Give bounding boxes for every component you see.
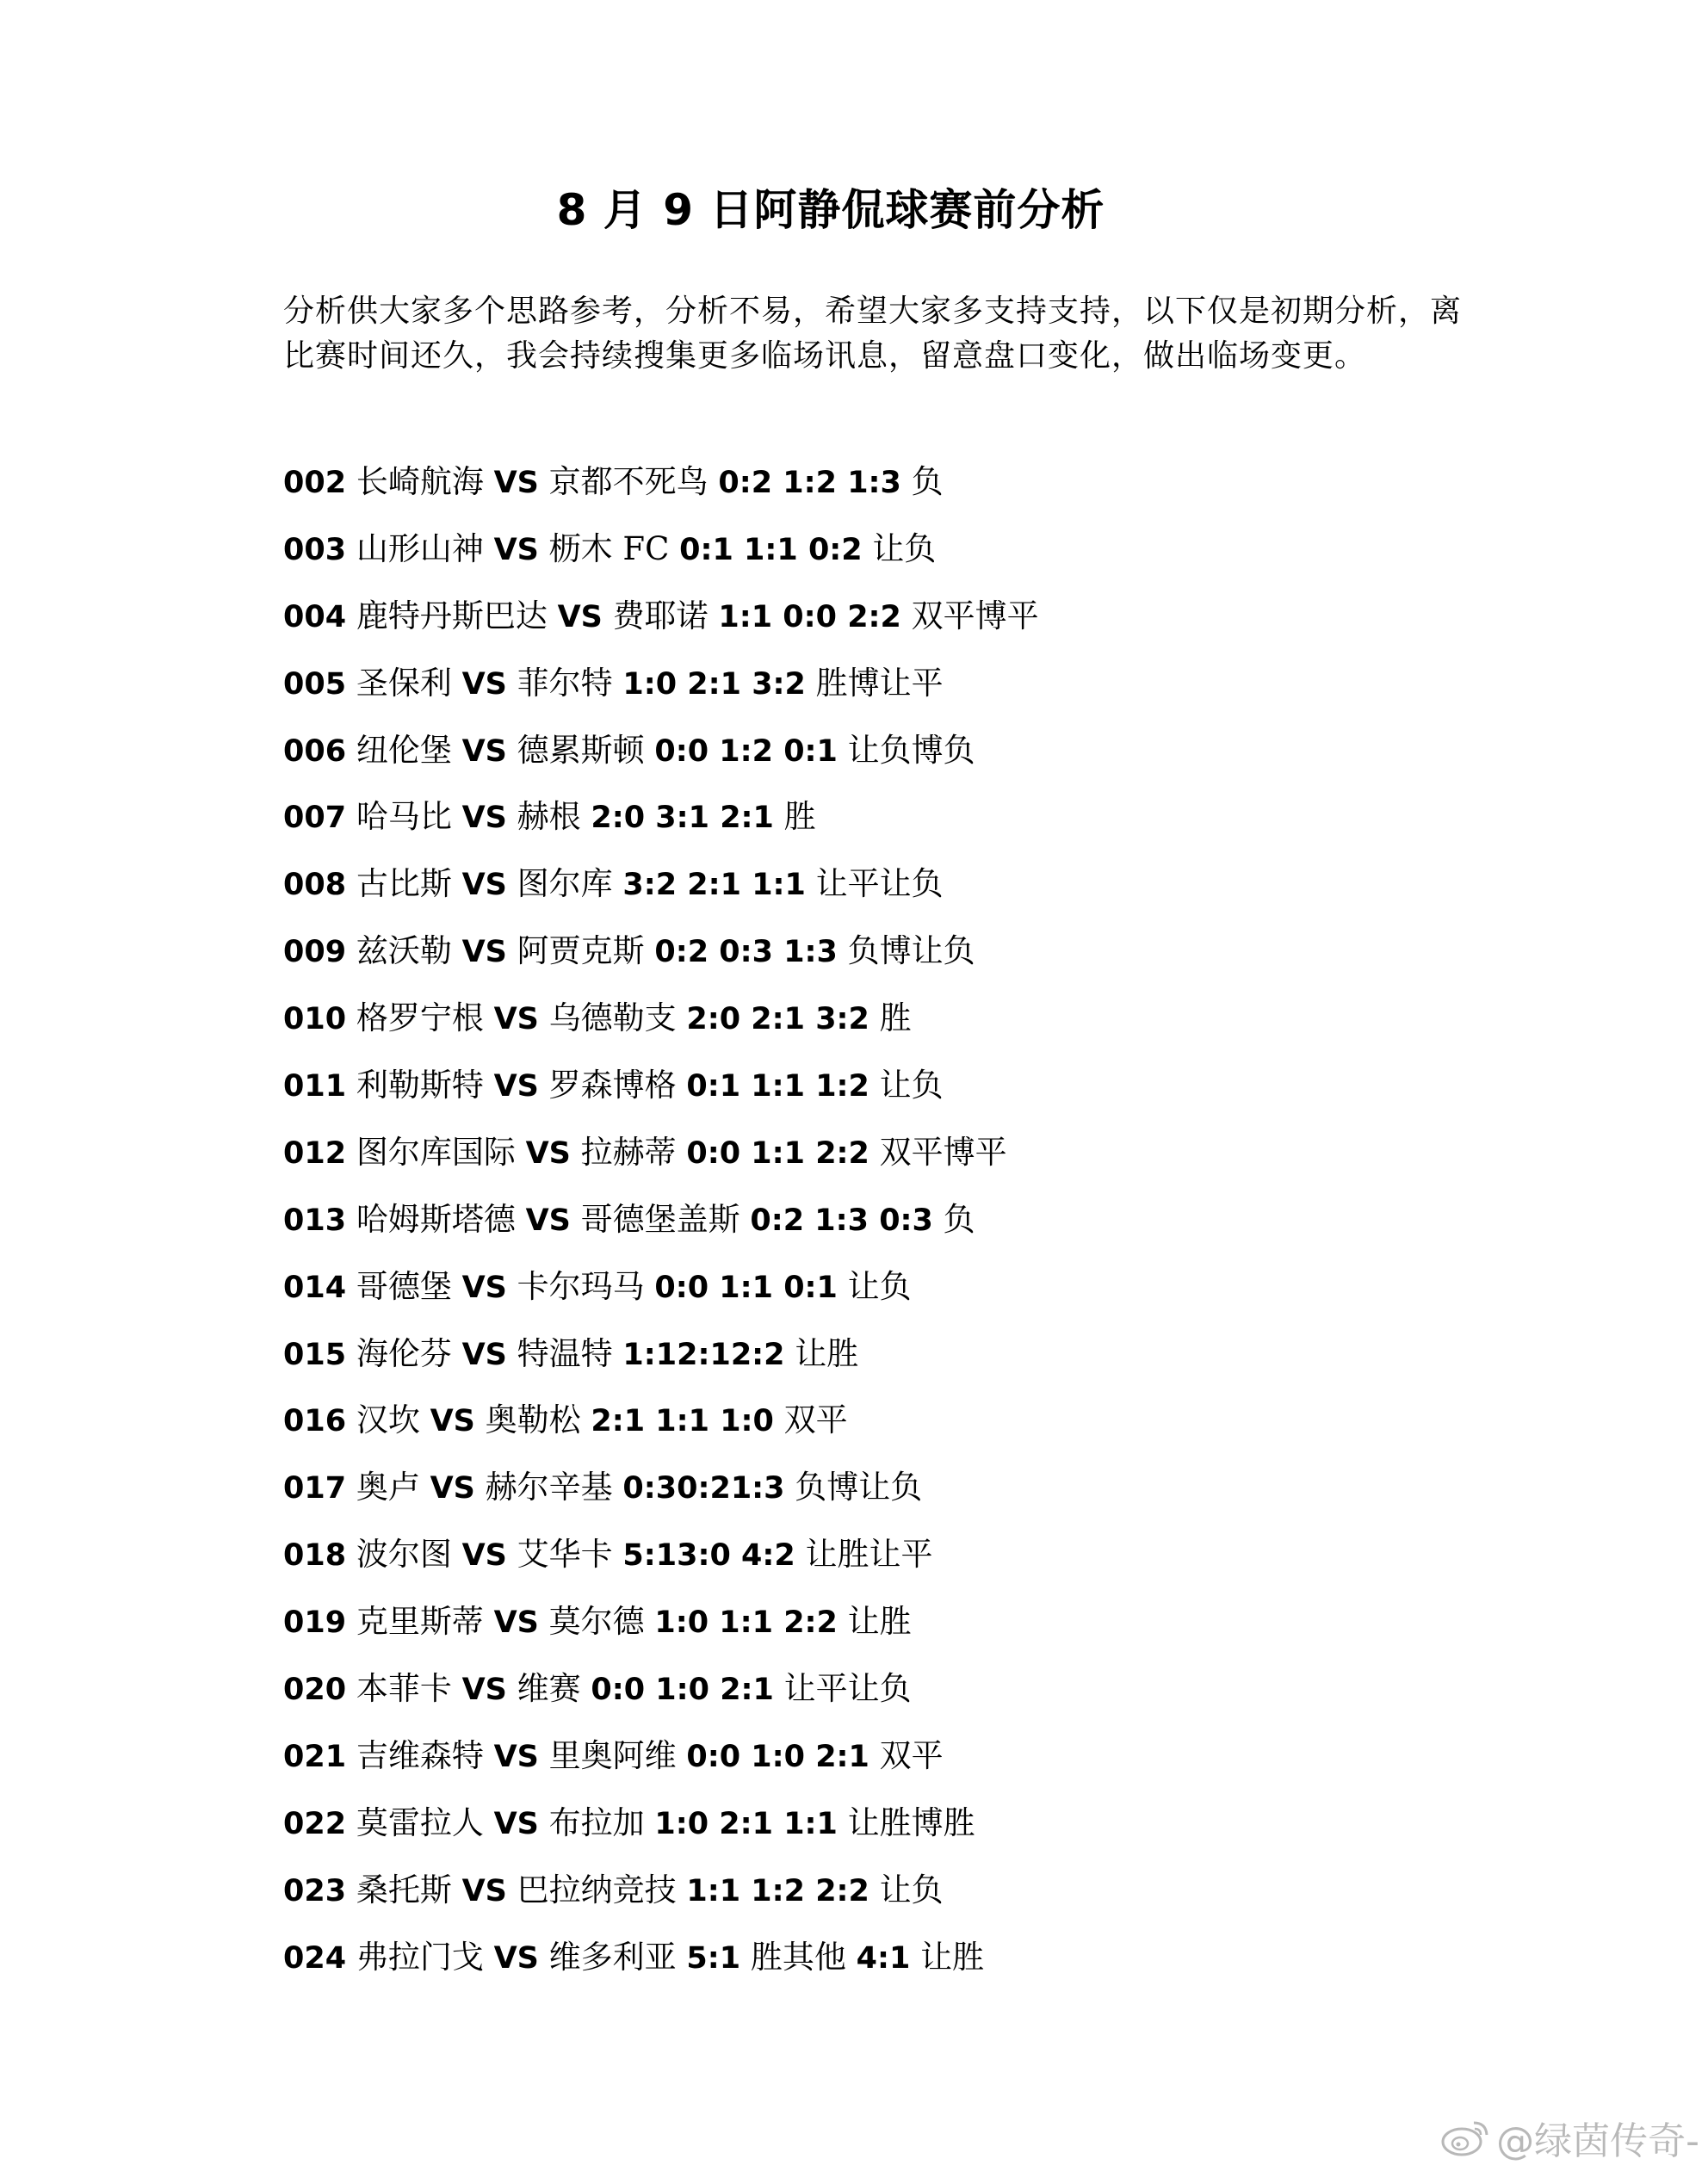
match-away-team: 艾华卡 [517, 1536, 613, 1574]
match-row [283, 456, 1488, 523]
match-home-team: 哈姆斯塔德 [356, 1200, 516, 1238]
match-scores: 1:0 2:1 1:1 [654, 1806, 838, 1841]
match-pick: 双平 [783, 1401, 848, 1439]
match-pick: 让负 [847, 1267, 912, 1305]
match-pick: 让平让负 [783, 1670, 912, 1708]
match-away-team: 德累斯顿 [517, 731, 645, 769]
match-home-team: 波尔图 [356, 1536, 452, 1574]
match-pick: 让胜 [795, 1334, 859, 1372]
match-home-team: 古比斯 [356, 865, 452, 903]
match-home-team: 哥德堡 [356, 1267, 452, 1305]
match-row [283, 725, 1488, 792]
match-away-team: 巴拉纳竞技 [517, 1871, 677, 1908]
match-vs: VS [493, 1940, 539, 1976]
match-number: 008 [283, 868, 347, 903]
match-away-team: 卡尔玛马 [517, 1267, 645, 1305]
match-scores: 1:12:12:2 [622, 1337, 785, 1372]
match-vs: VS [430, 1471, 475, 1506]
page-title: 8 月 9 日阿静侃球赛前分析 [556, 185, 1105, 235]
match-home-team: 克里斯蒂 [356, 1603, 484, 1641]
match-scores: 0:1 1:1 0:2 [679, 532, 863, 567]
match-number: 018 [283, 1538, 347, 1574]
match-number: 014 [283, 1270, 347, 1305]
match-scores: 0:2 0:3 1:3 [654, 935, 838, 970]
match-home-team: 吉维森特 [356, 1736, 484, 1774]
match-away-team: 莫尔德 [548, 1603, 645, 1641]
match-row [283, 658, 1488, 725]
match-vs: VS [493, 532, 539, 567]
match-vs: VS [461, 1270, 507, 1305]
match-scores: 0:2 1:3 0:3 [750, 1203, 933, 1238]
match-pick: 让负 [879, 1871, 944, 1908]
match-row [283, 1060, 1488, 1127]
watermark-text: @绿茵传奇- [1496, 2119, 1699, 2163]
match-home-team: 山形山神 [356, 529, 484, 567]
match-scores: 0:0 1:0 2:1 [591, 1673, 774, 1708]
match-row [283, 523, 1488, 591]
match-row [283, 858, 1488, 925]
match-row [283, 1194, 1488, 1261]
match-row [283, 925, 1488, 993]
match-row [283, 1865, 1488, 1932]
match-away-team: 阿贾克斯 [517, 932, 645, 970]
match-number: 002 [283, 466, 347, 500]
match-scores: 0:0 1:0 2:1 [686, 1739, 869, 1774]
match-away-team: 特温特 [517, 1334, 613, 1372]
match-away-team: 维赛 [517, 1670, 581, 1708]
match-pick: 负博让负 [847, 932, 975, 970]
match-away-team: 维多利亚 [548, 1938, 677, 1976]
match-vs: VS [461, 1673, 507, 1708]
match-pick: 胜 [879, 999, 912, 1037]
match-pick: 双平博平 [911, 597, 1039, 634]
match-scores: 5:1 [686, 1940, 741, 1976]
match-row [283, 591, 1488, 658]
match-pick: 让负 [872, 529, 937, 567]
match-pick: 双平 [879, 1736, 944, 1774]
match-pick: 让负 [879, 1067, 944, 1104]
match-number: 022 [283, 1806, 347, 1841]
match-home-team: 弗拉门戈 [356, 1938, 484, 1976]
match-scores: 1:1 1:2 2:2 [686, 1873, 869, 1908]
match-home-team: 哈马比 [356, 798, 452, 836]
match-vs: VS [493, 1739, 539, 1774]
match-away-team: 布拉加 [548, 1803, 645, 1841]
match-away-team: 枥木 FC [548, 529, 670, 567]
match-vs: VS [525, 1203, 571, 1238]
match-scores: 5:13:0 4:2 [622, 1538, 795, 1574]
match-vs: VS [493, 1605, 539, 1641]
match-extra-pick: 让胜 [920, 1938, 985, 1976]
match-home-team: 圣保利 [356, 664, 452, 702]
match-pick: 负 [943, 1200, 975, 1238]
match-pick: 胜博让平 [815, 664, 944, 702]
match-number: 024 [283, 1940, 347, 1976]
match-row [283, 1932, 1488, 1999]
match-row [283, 1797, 1488, 1865]
match-row [283, 1395, 1488, 1462]
match-home-team: 格罗宁根 [356, 999, 484, 1037]
match-number: 005 [283, 666, 347, 702]
match-number: 010 [283, 1002, 347, 1037]
match-pick: 胜 [783, 798, 816, 836]
match-home-team: 利勒斯特 [356, 1067, 484, 1104]
match-home-team: 桑托斯 [356, 1871, 452, 1908]
match-away-team: 京都不死鸟 [548, 463, 709, 500]
match-home-team: 图尔库国际 [356, 1133, 516, 1171]
watermark [1439, 2112, 1699, 2163]
match-scores: 3:2 2:1 1:1 [622, 868, 806, 903]
match-scores: 0:0 1:2 0:1 [654, 733, 838, 769]
match-number: 009 [283, 935, 347, 970]
match-number: 016 [283, 1404, 347, 1439]
match-scores: 2:0 3:1 2:1 [591, 801, 774, 836]
match-home-team: 兹沃勒 [356, 932, 452, 970]
match-pick: 让负博负 [847, 731, 975, 769]
match-home-team: 纽伦堡 [356, 731, 452, 769]
match-vs: VS [430, 1404, 475, 1439]
match-home-team: 莫雷拉人 [356, 1803, 484, 1841]
match-away-team: 拉赫蒂 [580, 1133, 677, 1171]
match-scores: 0:30:21:3 [622, 1471, 785, 1506]
match-number: 003 [283, 532, 347, 567]
match-away-team: 图尔库 [517, 865, 613, 903]
match-scores: 1:1 0:0 2:2 [718, 599, 901, 634]
match-home-team: 长崎航海 [356, 463, 484, 500]
match-vs: VS [493, 466, 539, 500]
match-vs: VS [461, 868, 507, 903]
match-number: 004 [283, 599, 347, 634]
match-vs: VS [493, 1069, 539, 1104]
match-row [283, 1529, 1488, 1596]
match-scores: 0:0 1:1 2:2 [686, 1135, 869, 1171]
match-away-team: 哥德堡盖斯 [580, 1200, 740, 1238]
intro-paragraph: 分析供大家多个思路参考，分析不易，希望大家多支持支持，以下仅是初期分析，离比赛时间还久，我会持续搜集更多临场讯息，留意盘口变化，做出临场变更。 [283, 294, 1463, 374]
match-vs: VS [461, 1337, 507, 1372]
match-scores: 1:0 2:1 3:2 [622, 666, 806, 702]
match-vs: VS [461, 733, 507, 769]
match-list [283, 456, 1488, 1998]
match-vs: VS [461, 1538, 507, 1574]
match-scores: 2:0 2:1 3:2 [686, 1002, 869, 1037]
match-scores: 1:0 1:1 2:2 [654, 1605, 838, 1641]
match-row [283, 1596, 1488, 1663]
match-home-team: 奥卢 [356, 1469, 420, 1506]
match-number: 007 [283, 801, 347, 836]
match-vs: VS [557, 599, 603, 634]
match-number: 019 [283, 1605, 347, 1641]
match-pick: 让胜让平 [805, 1536, 933, 1574]
match-row [283, 993, 1488, 1060]
match-pick: 双平博平 [879, 1133, 1007, 1171]
match-pick: 胜其他 [750, 1938, 846, 1976]
match-row [283, 1663, 1488, 1730]
match-away-team: 费耶诺 [612, 597, 709, 634]
match-home-team: 本菲卡 [356, 1670, 452, 1708]
match-row [283, 1730, 1488, 1797]
match-home-team: 海伦芬 [356, 1334, 452, 1372]
match-away-team: 里奥阿维 [548, 1736, 677, 1774]
match-pick: 负 [911, 463, 944, 500]
match-row [283, 1462, 1488, 1529]
match-row [283, 1261, 1488, 1328]
match-number: 015 [283, 1337, 347, 1372]
match-scores: 2:1 1:1 1:0 [591, 1404, 774, 1439]
match-home-team: 汉坎 [356, 1401, 420, 1439]
match-number: 017 [283, 1471, 347, 1506]
match-vs: VS [525, 1135, 571, 1171]
match-home-team: 鹿特丹斯巴达 [356, 597, 548, 634]
match-away-team: 赫尔辛基 [485, 1469, 613, 1506]
match-vs: VS [461, 1873, 507, 1908]
match-away-team: 乌德勒支 [548, 999, 677, 1037]
match-away-team: 菲尔特 [517, 664, 613, 702]
match-number: 011 [283, 1069, 347, 1104]
match-vs: VS [461, 935, 507, 970]
match-number: 020 [283, 1673, 347, 1708]
match-vs: VS [461, 801, 507, 836]
match-number: 023 [283, 1873, 347, 1908]
match-pick: 让平让负 [815, 865, 944, 903]
match-vs: VS [461, 666, 507, 702]
match-vs: VS [493, 1002, 539, 1037]
match-pick: 让胜 [847, 1603, 912, 1641]
match-row [283, 1127, 1488, 1194]
match-number: 006 [283, 733, 347, 769]
match-row [283, 791, 1488, 858]
match-away-team: 罗森博格 [548, 1067, 677, 1104]
match-away-team: 奥勒松 [485, 1401, 581, 1439]
match-away-team: 赫根 [517, 798, 581, 836]
weibo-icon [1439, 2116, 1491, 2159]
match-scores: 0:1 1:1 1:2 [686, 1069, 869, 1104]
match-row [283, 1328, 1488, 1395]
match-scores: 0:2 1:2 1:3 [718, 466, 901, 500]
match-pick: 负博让负 [795, 1469, 923, 1506]
match-number: 013 [283, 1203, 347, 1238]
match-scores: 0:0 1:1 0:1 [654, 1270, 838, 1305]
match-number: 012 [283, 1135, 347, 1171]
match-pick: 让胜博胜 [847, 1803, 975, 1841]
match-vs: VS [493, 1806, 539, 1841]
match-number: 021 [283, 1739, 347, 1774]
match-extra-score: 4:1 [856, 1940, 911, 1976]
